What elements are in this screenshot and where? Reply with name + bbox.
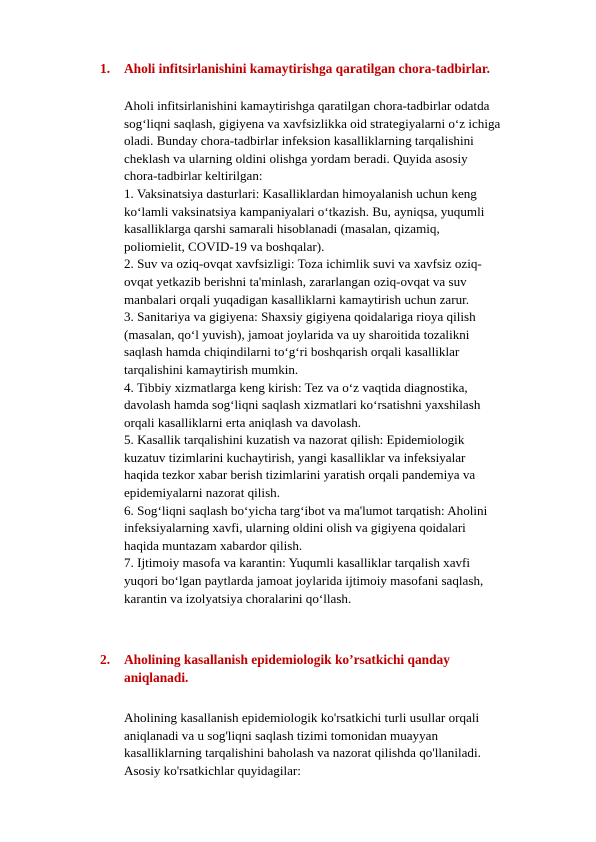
paragraph-line: cheklash va ularning oldini olishga yordam beradi. Quyida asosiy [124,150,468,166]
section-heading [100,651,520,686]
paragraph-line: aniqlanadi va u sog'liqni saqlash tizimi tomonidan muayyan [124,727,439,743]
paragraph-line: 6. Sog‘liqni saqlash bo‘yicha targ‘ibot va ma'lumot tarqatish: Aholini [124,502,488,518]
paragraph-line: manbalari orqali yuqadigan kasalliklarni kamaytirish uchun zarur. [124,291,470,307]
paragraph-line: Aholi infitsirlanishini kamaytirishga qaratilgan chora-tadbirlar odatda [124,98,490,113]
section-number: 2. [100,652,111,667]
paragraph-line: kasalliklarning tarqalishini baholash va nazorat qilishda qo'llaniladi. [124,745,481,761]
paragraph-line: kuzatuv tizimlarini kuchaytirish, yangi kasalliklar va infeksiyalar [124,449,466,465]
paragraph-line: 1. Vaksinatsiya dasturlari: Kasalliklardan himoyalanish uchun keng [124,185,477,201]
paragraph-line: (masalan, qo‘l yuvish), jamoat joylarida va uy sharoitida tozalikni [124,326,470,342]
paragraph-line: infeksiyalarning xavfi, ularning oldini olish va gigiyena qoidalari [124,520,466,536]
paragraph-line: kasalliklarga qarshi samarali hisoblanadi (masalan, qizamiq, [124,221,440,237]
paragraph-line: chora-tadbirlar keltirilgan: [124,168,263,184]
heading-line: aniqlanadi. [124,669,189,685]
paragraph-line: 2. Suv va oziq-ovqat xavfsizligi: Toza ichimlik suvi va xavfsiz oziq- [124,256,482,272]
section-number: 1. [100,61,111,76]
paragraph-line: poliomielit, COVID-19 va boshqalar). [124,238,325,254]
paragraph-line: ko‘lamli vaksinatsiya kampaniyalari o‘tkazish. Bu, ayniqsa, yuqumli [124,203,485,219]
paragraph-line: sog‘liqni saqlash, gigiyena va xavfsizlikka oid strategiyalarni o‘z ichiga [124,115,501,131]
heading-line: Aholi infitsirlanishini kamaytirishga qaratilgan chora-tadbirlar. [124,61,490,76]
paragraph-line: saqlash hamda chiqindilarni to‘g‘ri boshqarish orqali kasalliklar [124,344,460,360]
section-paragraph [124,97,544,607]
paragraph-line: oladi. Bunday chora-tadbirlar infeksion kasalliklarning tarqalishini [124,133,474,149]
heading-line: Aholining kasallanish epidemiologik ko’rsatkichi qanday [124,652,450,667]
paragraph-line: 4. Tibbiy xizmatlarga keng kirish: Tez va o‘z vaqtida diagnostika, [124,379,468,395]
paragraph-line: epidemiyalarni nazorat qilish. [124,485,280,501]
paragraph-line: 3. Sanitariya va gigiyena: Shaxsiy gigiyena qoidalariga rioya qilish [124,309,476,325]
paragraph-line: yuqori bo‘lgan paytlarda jamoat joylarida ijtimoiy masofani saqlash, [124,573,484,589]
section-heading-text [124,60,520,78]
paragraph-line: Aholining kasallanish epidemiologik ko'rsatkichi turli usullar orqali [124,710,480,725]
paragraph-line: 7. Ijtimoiy masofa va karantin: Yuqumli kasalliklar tarqalish xavfi [124,555,471,571]
section-heading-text [124,651,520,686]
paragraph-line: Asosiy ko'rsatkichlar quyidagilar: [124,762,301,778]
paragraph-line: karantin va izolyatsiya choralarini qo‘llash. [124,590,352,606]
paragraph-line: haqida muntazam xabardor qilish. [124,537,303,553]
paragraph-line: davolash hamda sog‘liqni saqlash xizmatlari ko‘rsatishni yaxshilash [124,397,481,413]
paragraph-line: orqali kasalliklarni erta aniqlash va davolash. [124,414,362,430]
paragraph-line: ovqat yetkazib berishni ta'minlash, zararlangan oziq-ovqat va suv [124,273,467,289]
paragraph-line: haqida tezkor xabar berish tizimlarini yaratish orqali pandemiya va [124,467,476,483]
paragraph-line: tarqalishini kamaytirish mumkin. [124,361,299,377]
paragraph-line: 5. Kasallik tarqalishini kuzatish va nazorat qilish: Epidemiologik [124,432,465,448]
section-heading [100,60,520,78]
section-paragraph [124,709,544,779]
